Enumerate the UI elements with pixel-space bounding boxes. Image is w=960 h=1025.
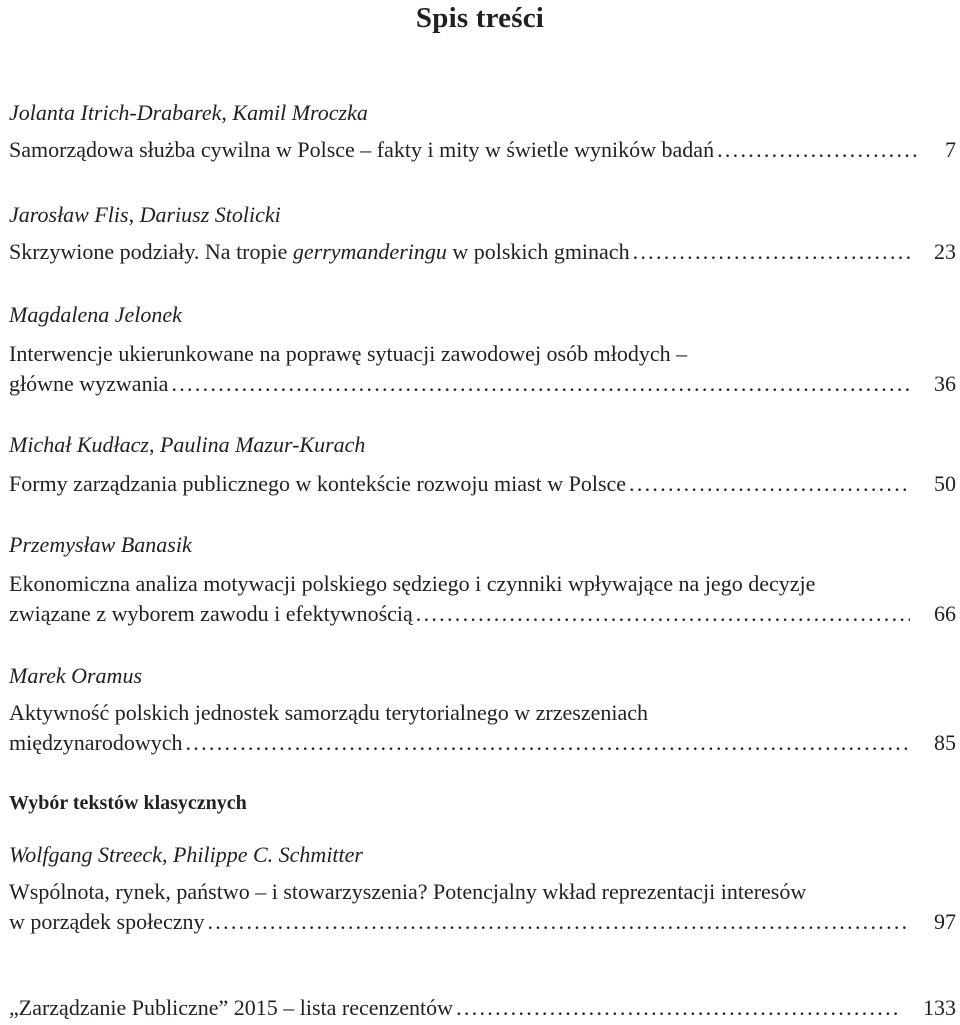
title-text: Skrzywione podziały. Na tropie [9, 239, 293, 264]
dot-leader [186, 728, 911, 758]
toc-entry [9, 661, 956, 758]
entry-title: Samorządowa służba cywilna w Polsce – fakty i mity w świetle wyników badań [9, 137, 715, 162]
page-number: 85 [934, 730, 956, 755]
entry-title: „Zarządzanie Publiczne” 2015 – lista recenzentów [9, 995, 454, 1020]
entry-title-line[interactable] [9, 599, 956, 629]
author-name: Dariusz Stolicki [139, 202, 281, 227]
entry-title[interactable]: Interwencje ukierunkowane na poprawę sytuacji zawodowej osób młodych – [9, 341, 688, 366]
title-text: w polskich gminach [446, 239, 630, 264]
page-number: 66 [934, 601, 956, 626]
entry-authors: Jolanta Itrich-Drabarek, Kamil Mroczka [9, 100, 368, 125]
page-number: 23 [934, 239, 956, 264]
entry-title[interactable]: Ekonomiczna analiza motywacji polskiego sędziego i czynniki wpływające na jego decyzje [9, 571, 816, 596]
entry-authors [9, 661, 956, 691]
entry-title-line[interactable] [9, 728, 956, 758]
entry-authors: Jarosław Flis, Dariusz Stolicki [9, 202, 281, 227]
author-name: Wolfgang Streeck [9, 842, 162, 867]
author-name: Jolanta Itrich-Drabarek [9, 100, 222, 125]
entry-title-line[interactable] [9, 135, 956, 165]
entry-title-continued: w porządek społeczny [9, 909, 205, 934]
dot-leader [456, 993, 899, 1023]
toc-entry [9, 300, 956, 399]
entry-title-continued: główne wyzwania [9, 371, 169, 396]
dot-leader [633, 237, 910, 267]
page-number: 133 [923, 995, 956, 1020]
entry-authors [9, 530, 956, 560]
toc-entry [9, 530, 956, 629]
page-number: 7 [945, 137, 956, 162]
toc-entry [9, 840, 956, 937]
author-name: Philippe C. Schmitter [172, 842, 363, 867]
entry-title: Formy zarządzania publicznego w kontekście rozwoju miast w Polsce [9, 471, 627, 496]
dot-leader [629, 469, 910, 499]
entry-title-line[interactable] [9, 237, 956, 267]
entry-authors: Michał Kudłacz, Paulina Mazur-Kurach [9, 432, 366, 457]
author-name: Jarosław Flis [9, 202, 129, 227]
dot-leader [207, 907, 910, 937]
page-title: Spis treści [415, 2, 545, 34]
entry-title-line[interactable] [9, 469, 956, 499]
dot-leader [717, 135, 921, 165]
section-heading: Wybór tekstów klasycznych [9, 792, 247, 814]
author-name: Kamil Mroczka [232, 100, 368, 125]
author-name: Marek Oramus [9, 663, 142, 688]
author-name: Michał Kudłacz [9, 432, 149, 457]
entry-title-line[interactable] [9, 369, 956, 399]
author-name: Przemysław Banasik [9, 532, 192, 557]
entry-title[interactable]: Wspólnota, rynek, państwo – i stowarzyszenia? Potencjalny wkład reprezentacji interesów [9, 879, 807, 904]
page-number: 97 [934, 909, 956, 934]
entry-authors [9, 300, 956, 330]
page-number: 36 [934, 371, 956, 396]
entry-title-continued: związane z wyborem zawodu i efektywnością [9, 601, 413, 626]
entry-title-continued: międzynarodowych [9, 730, 183, 755]
entry-authors: Wolfgang Streeck, Philippe C. Schmitter [9, 842, 363, 867]
author-name: Paulina Mazur-Kurach [159, 432, 366, 457]
entry-title-line[interactable] [9, 993, 956, 1023]
author-name: Magdalena Jelonek [9, 302, 182, 327]
entry-title[interactable]: Aktywność polskich jednostek samorządu terytorialnego w zrzeszeniach [9, 700, 649, 725]
toc-entry [9, 200, 956, 267]
page-number: 50 [934, 471, 956, 496]
dot-leader [416, 599, 910, 629]
toc-entry [9, 430, 956, 499]
dot-leader [171, 369, 910, 399]
toc-entry [9, 98, 956, 165]
title-italic-term: gerrymanderingu [292, 239, 447, 264]
toc-entry [9, 993, 956, 1023]
entry-title [9, 237, 630, 267]
entry-title-line[interactable] [9, 907, 956, 937]
